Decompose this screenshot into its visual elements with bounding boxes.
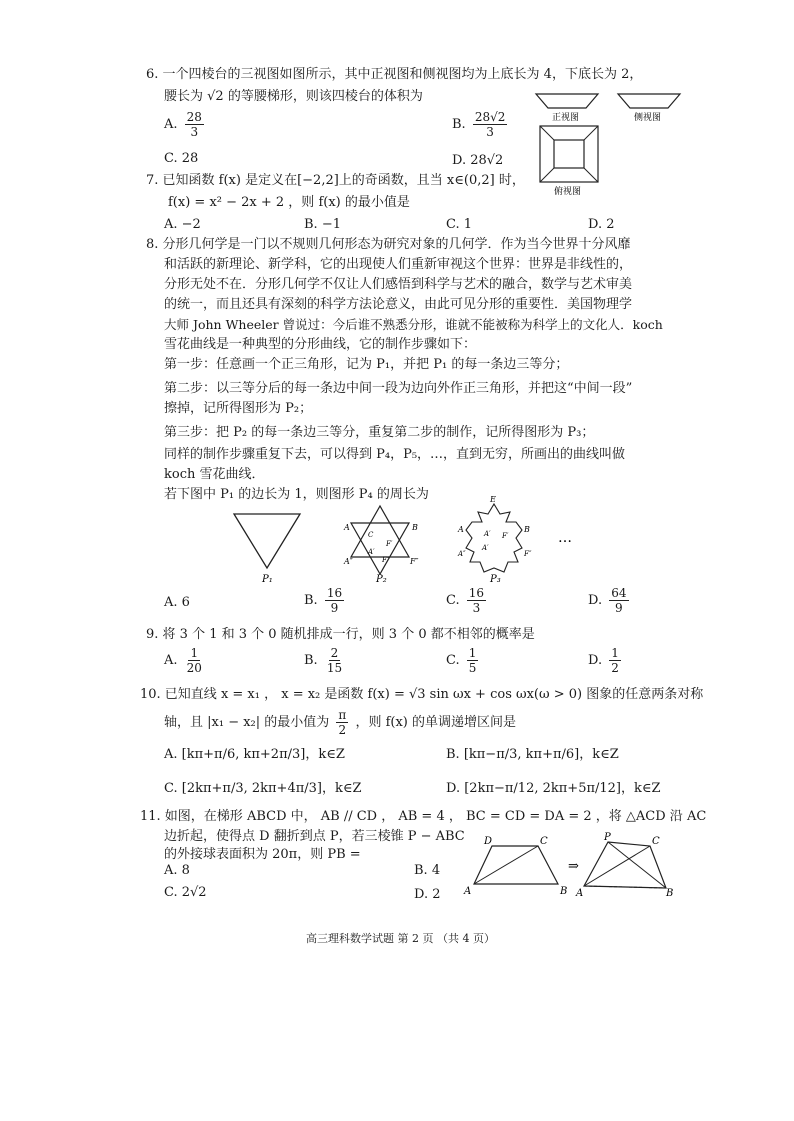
svg-text:F″: F″ bbox=[524, 550, 532, 558]
q7-option-a: A. −2 bbox=[164, 217, 201, 232]
pyramid-pabc bbox=[575, 832, 673, 899]
svg-text:A: A bbox=[344, 523, 350, 532]
q8-line-koch: koch 雪花曲线． bbox=[164, 467, 265, 482]
svg-text:A″: A″ bbox=[344, 557, 353, 566]
svg-text:A′: A′ bbox=[482, 544, 489, 552]
q10-option-a: A. [kπ+π/6, kπ+2π/3]，k∈Z bbox=[164, 747, 345, 762]
p2-label: P₂ bbox=[376, 574, 387, 585]
p1-triangle bbox=[234, 514, 300, 568]
q10-option-d: D. [2kπ−π/12, 2kπ+5π/12]，k∈Z bbox=[446, 781, 661, 796]
q10-pi-over-2: $\frac{\pi}{2}$ bbox=[338, 708, 347, 737]
front-view-label: 正视图 bbox=[552, 113, 580, 123]
q6-option-b bbox=[452, 110, 510, 139]
q8-option-a: A. 6 bbox=[164, 595, 190, 610]
q6-three-view-figure bbox=[530, 88, 690, 200]
q6-option-c: C. 28 bbox=[164, 151, 199, 166]
q6-option-d: D. 28√2 bbox=[452, 153, 504, 168]
q11-option-d: D. 2 bbox=[414, 887, 441, 902]
svg-text:B: B bbox=[560, 886, 568, 897]
q8-option-c: C. $\frac{16}{3}$ bbox=[446, 586, 485, 615]
q8-option-b-fraction: $\frac{16}{9}$ bbox=[326, 586, 343, 615]
q8-line-1: 8. 分形几何学是一门以不规则几何形态为研究对象的几何学．作为当今世界十分风靡 bbox=[146, 237, 631, 252]
q11-trapezoid-figure bbox=[460, 832, 680, 900]
q7-option-c: C. 1 bbox=[446, 217, 473, 232]
svg-text:B: B bbox=[666, 888, 674, 899]
q8-step-2: 第二步：以三等分后的每一条边中间一段为边向外作正三角形，并把这“中间一段” bbox=[164, 381, 633, 396]
svg-text:C: C bbox=[652, 836, 660, 847]
q8-line-5: 大师 John Wheeler 曾说过：今后谁不熟悉分形，谁就不能被称为科学上的文化人．koch bbox=[164, 317, 663, 332]
p1-label: P₁ bbox=[262, 574, 273, 585]
svg-text:A″: A″ bbox=[458, 550, 466, 558]
q9-option-a: A. $\frac{1}{20}$ bbox=[164, 646, 202, 675]
svg-text:A: A bbox=[458, 525, 464, 534]
q8-line-2: 和活跃的新理论、新学科，它的出现使人们重新审视这个世界：世界是非线性的， bbox=[164, 257, 633, 272]
q11-line1: 11. 如图，在梯形 ABCD 中， AB // CD ， AB = 4 ， BC = CD = DA = 2 ，将 △ACD 沿 AC bbox=[140, 809, 707, 824]
q7-option-d: D. 2 bbox=[588, 217, 615, 232]
q8-option-d-fraction: $\frac{64}{9}$ bbox=[611, 586, 627, 615]
q8-step-3: 第三步：把 P₂ 的每一条边三等分，重复第二步的制作，记所得图形为 P₃； bbox=[164, 425, 595, 440]
svg-text:F′: F′ bbox=[386, 540, 393, 548]
q9-option-d-fraction: $\frac{1}{2}$ bbox=[611, 646, 619, 675]
svg-text:F″: F″ bbox=[382, 556, 390, 564]
q11-option-a: A. 8 bbox=[164, 863, 190, 878]
q7-option-b: B. −1 bbox=[304, 217, 341, 232]
q8-option-d: D. $\frac{64}{9}$ bbox=[588, 586, 627, 615]
svg-text:E: E bbox=[490, 496, 496, 504]
q10-line2: 轴，且 |x₁ − x₂| 的最小值为 $\frac{\pi}{2}$ ，则 f(x) 的单调递增区间是 bbox=[164, 708, 517, 737]
koch-snowflake-figure bbox=[228, 496, 608, 588]
svg-text:F′: F′ bbox=[502, 532, 509, 540]
q6-line1: 6. 一个四棱台的三视图如图所示，其中正视图和侧视图均为上底长为 4，下底长为 2， bbox=[146, 67, 643, 82]
q9-line1: 9. 将 3 个 1 和 3 个 0 随机排成一行，则 3 个 0 都不相邻的概率是 bbox=[146, 627, 535, 642]
q9-option-c: C. $\frac{1}{5}$ bbox=[446, 646, 477, 675]
q6-line2: 腰长为 √2 的等腰梯形，则该四棱台的体积为 bbox=[164, 89, 423, 104]
svg-text:A′: A′ bbox=[484, 530, 491, 538]
svg-text:B: B bbox=[412, 523, 418, 532]
top-view-inner bbox=[554, 140, 584, 168]
q9-option-a-fraction: $\frac{1}{20}$ bbox=[186, 646, 202, 675]
q8-option-b: B. $\frac{16}{9}$ bbox=[304, 586, 343, 615]
svg-text:A′: A′ bbox=[368, 548, 375, 556]
side-view-label: 侧视图 bbox=[634, 113, 662, 123]
q8-line-6: 雪花曲线是一种典型的分形曲线，它的制作步骤如下： bbox=[164, 337, 477, 352]
q6-option-b-label: B. bbox=[452, 117, 466, 132]
q6-option-a-fraction: $\frac{28}{3}$ bbox=[186, 110, 202, 139]
q8-line-4: 的统一，而且还具有深刻的科学方法论意义，由此可见分形的重要性．美国物理学 bbox=[164, 297, 633, 312]
p2-snowflake bbox=[343, 506, 419, 574]
q9-option-b: B. $\frac{2}{15}$ bbox=[304, 646, 343, 675]
q6-option-a bbox=[164, 110, 207, 139]
p3-label: P₃ bbox=[490, 574, 501, 585]
svg-text:F″: F″ bbox=[410, 557, 419, 566]
q6-option-a-label: A. bbox=[164, 117, 178, 132]
q9-option-c-fraction: $\frac{1}{5}$ bbox=[468, 646, 477, 675]
q8-line-repeat: 同样的制作步骤重复下去，可以得到 P₄，P₅，…，直到无穷，所画出的曲线叫做 bbox=[164, 447, 626, 462]
q10-option-c: C. [2kπ+π/3, 2kπ+4π/3]，k∈Z bbox=[164, 781, 362, 796]
q8-step-1: 第一步：任意画一个正三角形，记为 P₁，并把 P₁ 的每一条边三等分； bbox=[164, 357, 569, 372]
side-view-trapezoid bbox=[618, 94, 680, 108]
q11-option-c: C. 2√2 bbox=[164, 885, 207, 900]
q11-line2: 边折起，使得点 D 翻折到点 P，若三棱锥 P − ABC bbox=[164, 829, 465, 844]
svg-text:D: D bbox=[484, 836, 493, 847]
top-view-label: 俯视图 bbox=[554, 187, 582, 197]
q7-line1: 7. 已知函数 f(x) 是定义在[−2,2]上的奇函数，且当 x∈(0,2] 时， bbox=[146, 173, 525, 188]
svg-text:P: P bbox=[604, 832, 611, 843]
q9-option-d: D. $\frac{1}{2}$ bbox=[588, 646, 619, 675]
koch-ellipsis: … bbox=[558, 530, 572, 546]
svg-text:C: C bbox=[368, 531, 374, 539]
q8-question: 若下图中 P₁ 的边长为 1，则图形 P₄ 的周长为 bbox=[164, 487, 429, 502]
svg-text:B: B bbox=[524, 525, 530, 534]
q11-line3: 的外接球表面积为 20π，则 PB = bbox=[164, 847, 361, 862]
q10-option-b: B. [kπ−π/3, kπ+π/6]，k∈Z bbox=[446, 747, 619, 762]
front-view-trapezoid bbox=[536, 94, 598, 108]
q6-option-b-fraction: $\frac{28√2}{3}$ bbox=[474, 110, 506, 139]
q9-option-b-fraction: $\frac{2}{15}$ bbox=[326, 646, 343, 675]
svg-text:A: A bbox=[464, 886, 472, 897]
q11-option-b: B. 4 bbox=[414, 863, 441, 878]
q8-step-2-cont: 擦掉，记所得图形为 P₂； bbox=[164, 401, 313, 416]
q10-line1: 10. 已知直线 x = x₁ ， x = x₂ 是函数 f(x) = √3 sin ωx + cos ωx(ω > 0) 图象的任意两条对称 bbox=[140, 687, 704, 702]
p3-snowflake bbox=[457, 496, 532, 572]
q8-line-3: 分形无处不在．分形几何学不仅让人们感悟到科学与艺术的融合，数学与艺术审美 bbox=[164, 277, 633, 292]
svg-text:A: A bbox=[576, 888, 584, 899]
page-footer: 高三理科数学试题 第 2 页 （共 4 页） bbox=[306, 932, 495, 945]
q7-line2: f(x) = x² − 2x + 2 ，则 f(x) 的最小值是 bbox=[168, 195, 410, 210]
svg-text:C: C bbox=[540, 836, 548, 847]
fold-arrow: ⇒ bbox=[568, 859, 579, 874]
q8-option-c-fraction: $\frac{16}{3}$ bbox=[468, 586, 485, 615]
trapezoid-abcd bbox=[463, 836, 567, 897]
